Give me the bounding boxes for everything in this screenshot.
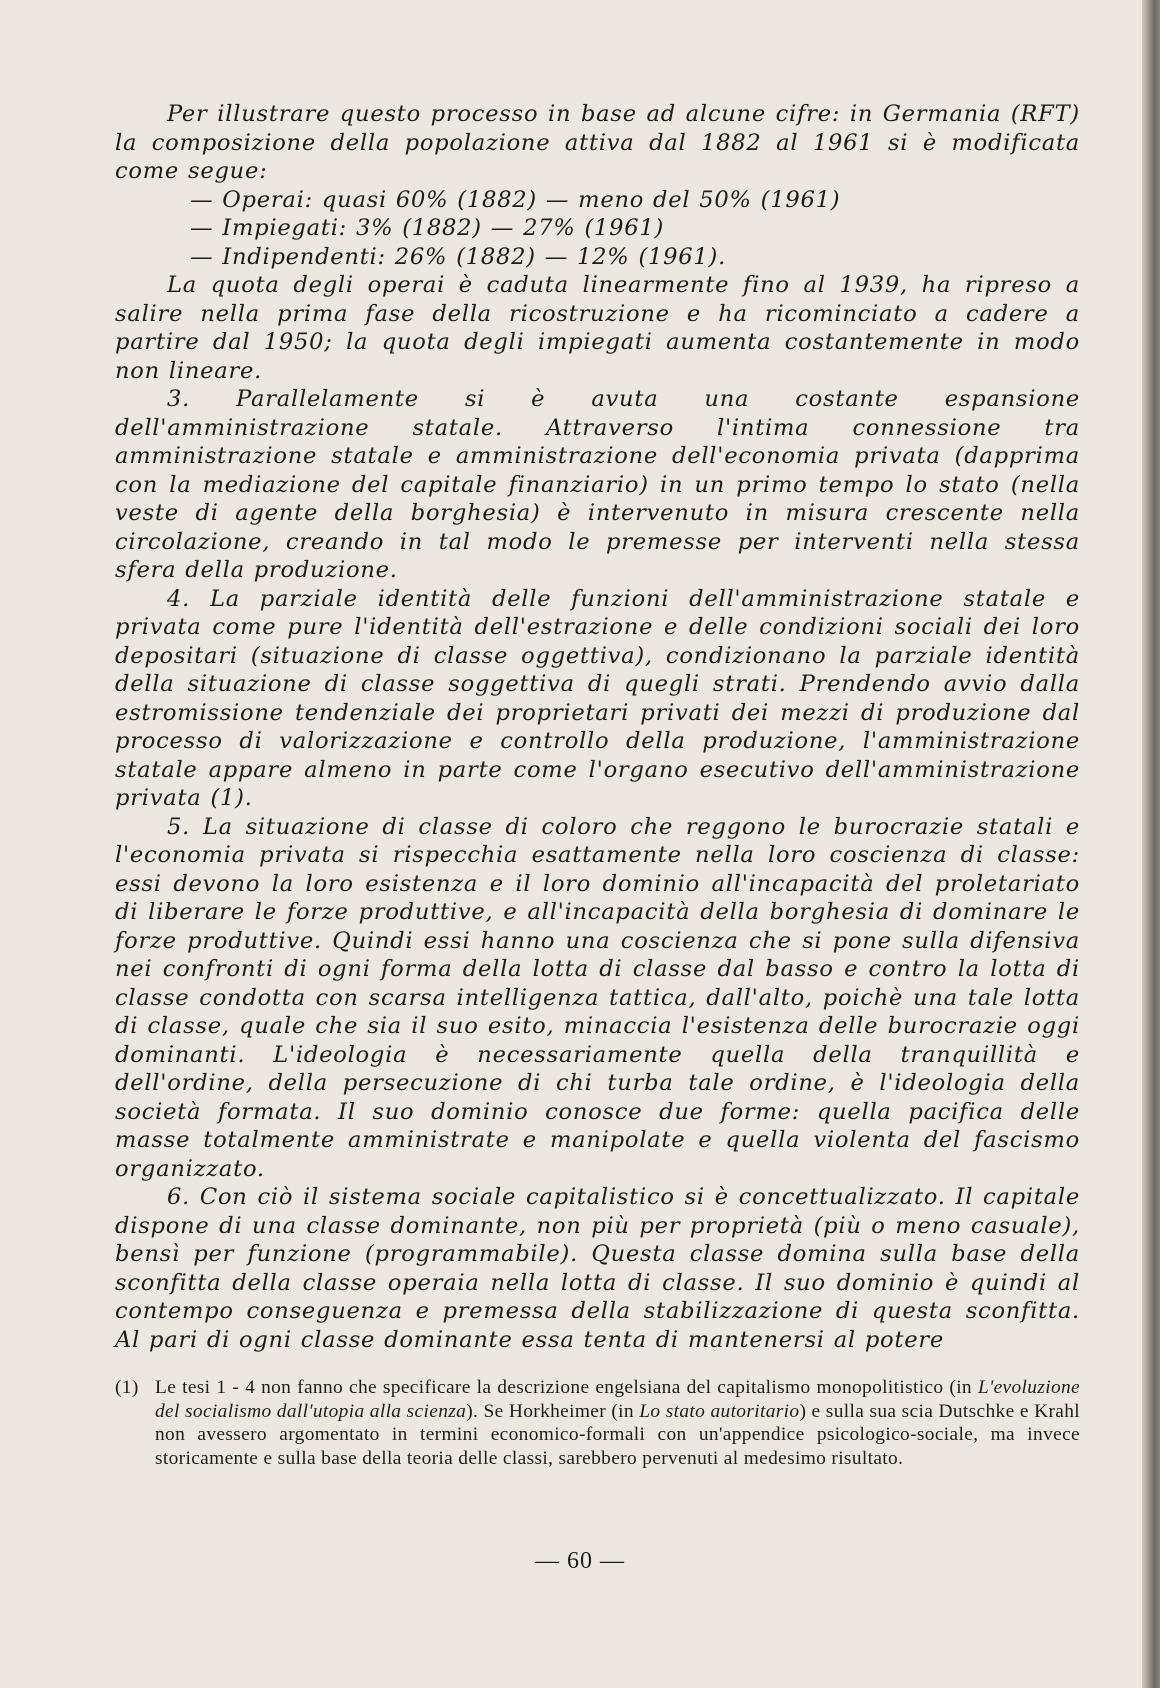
footnote-paragraph (115, 1376, 1080, 1470)
paragraph-4: 4. La parziale identità delle funzioni dell'amministrazione statale e privata come pure l'identità dell'estrazione e delle condizioni sociali dei loro depositari (situazione di classe oggettiva), condizionano la parziale identità della situazione di classe soggettiva di quegli strati. Prendendo avvio dalla estromissione tendenziale dei proprietari privati dei mezzi di produzione dal processo di valorizzazione e controllo della produzione, l'amministrazione statale appare almeno in parte come l'organo esecutivo dell'amministrazione privata (1). (115, 585, 1080, 811)
after-list-paragraph: La quota degli operai è caduta linearmente fino al 1939, ha ripreso a salire nella prima fase della ricostruzione e ha ricominciato a cadere a partire dal 1950; la quota degli impiegati aumenta costantemente in modo non lineare. (115, 272, 1080, 384)
footnote-marker: (1) (115, 1377, 139, 1398)
footnote-title-1: L'evoluzione del socialismo dall'utopia alla scienza (155, 1377, 1080, 1422)
footnote-text-3: ) e sulla sua scia Dutschke e Krahl non avessero argomentato in termini economico-formali con un'appendice psicologico-sociale, ma invece storicamente e sulla base della teoria delle classi, sarebbero pervenuti al medesimo risultato. (155, 1400, 1080, 1469)
page-edge-shadow (1142, 0, 1160, 1688)
main-text (115, 100, 1080, 1354)
list-item-operai: — Operai: quasi 60% (1882) — meno del 50% (1961) (190, 186, 841, 213)
page-number: — 60 — (535, 1548, 625, 1574)
footnote (115, 1376, 1080, 1470)
footnote-text-1: Le tesi 1 - 4 non fanno che specificare la descrizione engelsiana del capitalismo monopolitistico (in (155, 1377, 972, 1398)
list-item-indipendenti: — Indipendenti: 26% (1882) — 12% (1961). (190, 243, 727, 270)
footnote-text-2: ). Se Horkheimer (in (466, 1400, 634, 1422)
footnote-title-2: Lo stato autoritario (639, 1400, 800, 1422)
paragraph-6: 6. Con ciò il sistema sociale capitalistico si è concettualizzato. Il capitale dispone di una classe dominante, non più per proprietà (più o meno casuale), bensì per funzione (programmabile). Questa classe domina sulla base della sconfitta della classe operaia nella lotta di classe. Il suo dominio è quindi al contempo conseguenza e premessa della stabilizzazione di questa sconfitta. Al pari di ogni classe dominante essa tenta di mantenersi al potere (115, 1184, 1080, 1353)
paragraph-5: 5. La situazione di classe di coloro che reggono le burocrazie statali e l'economia privata si rispecchia esattamente nella loro coscienza di classe: essi devono la loro esistenza e il loro dominio all'incapacità del proletariato di liberare le forze produttive, e all'incapacità della borghesia di dominare le forze produttive. Quindi essi hanno una coscienza che si pone sulla difensiva nei confronti di ogni forma della lotta di classe dal basso e contro la lotta di classe condotta con scarsa intelligenza tattica, dall'alto, poichè una tale lotta di classe, quale che sia il suo esito, minaccia l'esistenza delle burocrazie oggi dominanti. L'ideologia è necessariamente quella della tranquillità e dell'ordine, della persecuzione di chi turba tale ordine, è l'ideologia della società formata. Il suo dominio conosce due forme: quella pacifica delle masse totalmente amministrate e manipolate e quella violenta del fascismo organizzato. (115, 813, 1080, 1182)
paragraph-3: 3. Parallelamente si è avuta una costante espansione dell'amministrazione statale. Attraverso l'intima connessione tra amministrazione statale e amministrazione dell'economia privata (dapprima con la mediazione del capitale finanziario) in un primo tempo lo stato (nella veste di agente della borghesia) è intervenuto in misura crescente nella circolazione, creando in tal modo le premesse per interventi nella stessa sfera della produzione. (115, 386, 1080, 583)
list-item-impiegati: — Impiegati: 3% (1882) — 27% (1961) (190, 215, 665, 241)
intro-paragraph: Per illustrare questo processo in base ad alcune cifre: in Germania (RFT) la composizione della popolazione attiva dal 1882 al 1961 si è modificata come segue: (115, 101, 1080, 184)
